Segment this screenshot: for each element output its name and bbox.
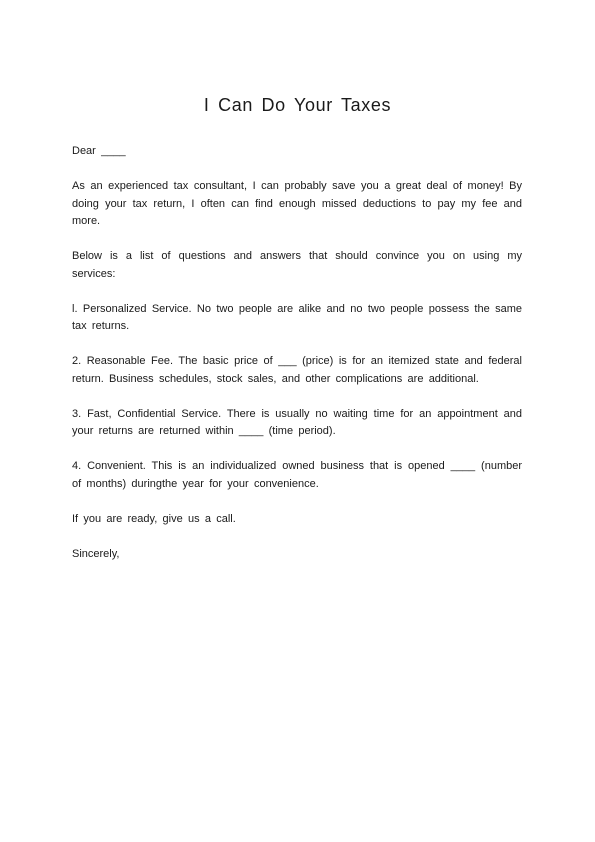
document-title: I Can Do Your Taxes <box>203 95 392 115</box>
salutation: Dear ____ <box>72 145 126 157</box>
letter-body <box>72 143 528 581</box>
point-convenient: 4. Convenient. This is an individualized owned business that is opened ____ (number of months) duringthe year for your convenience. <box>72 460 528 490</box>
intro-paragraph: As an experienced tax consultant, I can probably save you a great deal of money! By doing your tax return, I often can find enough missed deductions to pay my fee and more. <box>72 180 528 227</box>
point-reasonable-fee: 2. Reasonable Fee. The basic price of ___ (price) is for an itemized state and federal return. Business schedules, stock sales, and other complications are additional. <box>72 355 528 385</box>
point-fast-confidential-service: 3. Fast, Confidential Service. There is usually no waiting time for an appointment and your returns are returned within ____ (time period). <box>72 407 528 437</box>
closing: Sincerely, <box>72 547 120 560</box>
call-to-action: If you are ready, give us a call. <box>72 512 236 525</box>
point-personalized-service: l. Personalized Service. No two people are alike and no two people possess the same tax returns. <box>72 302 528 332</box>
list-intro-paragraph: Below is a list of questions and answers that should convince you on using my services: <box>72 250 528 280</box>
